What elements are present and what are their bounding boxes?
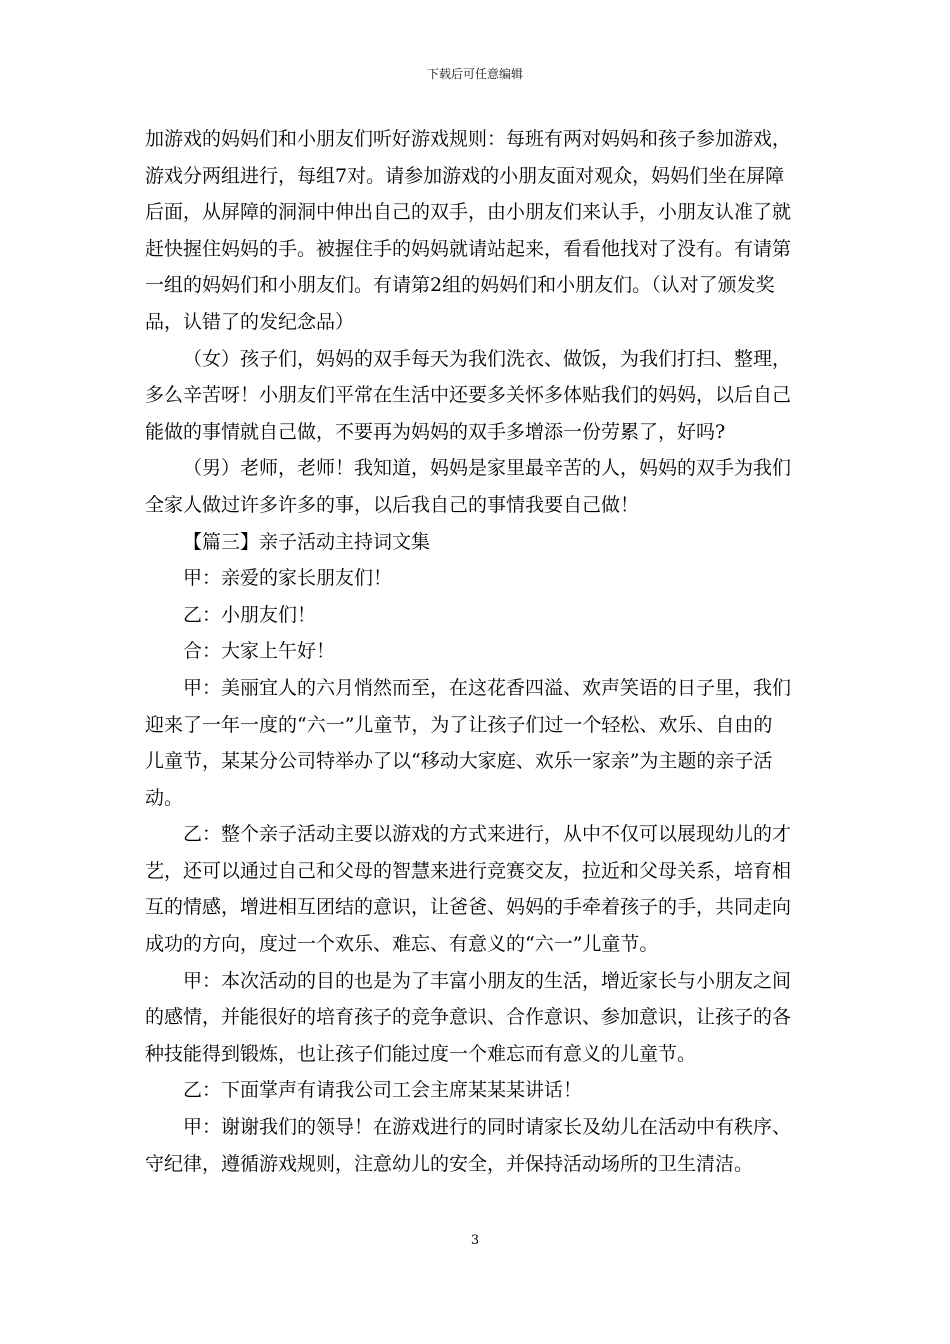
text-line: 甲：美丽宜人的六月悄然而至，在这花香四溢、欢声笑语的日子里，我们 (183, 676, 792, 699)
text-line: 甲：本次活动的目的也是为了丰富小朋友的生活，增近家长与小朋友之间 (183, 969, 792, 992)
text-line: （男）老师，老师！我知道，妈妈是家里最辛苦的人，妈妈的双手为我们 (183, 457, 792, 480)
text-line: 守纪律，遵循游戏规则，注意幼儿的安全，并保持活动场所的卫生清洁。 (145, 1152, 754, 1175)
text-line: 甲：谢谢我们的领导！在游戏进行的同时请家长及幼儿在活动中有秩序、 (183, 1116, 792, 1139)
text-line: 甲：亲爱的家长朋友们！ (183, 567, 393, 590)
text-line: （女）孩子们，妈妈的双手每天为我们洗衣、做饭，为我们打扫、整理， (183, 347, 792, 370)
text-line: 赶快握住妈妈的手。被握住手的妈妈就请站起来，看看他找对了没有。有请第 (145, 237, 792, 260)
text-line: 乙：小朋友们！ (183, 603, 317, 626)
text-line: 游戏分两组进行，每组7对。请参加游戏的小朋友面对观众，妈妈们坐在屏障 (145, 164, 785, 187)
text-line: 合：大家上午好！ (183, 640, 336, 663)
text-line: 全家人做过许多许多的事，以后我自己的事情我要自己做！ (145, 493, 640, 516)
text-line: 品，认错了的发纪念品） (145, 310, 355, 333)
text-line: 乙：下面掌声有请我公司工会主席某某某讲话！ (183, 1079, 583, 1102)
text-line: 艺，还可以通过自己和父母的智慧来进行竞赛交友，拉近和父母关系，培育相 (145, 859, 792, 882)
text-line: 动。 (145, 786, 184, 809)
text-line: 【篇三】亲子活动主持词文集 (183, 530, 431, 553)
document-body (145, 121, 810, 1182)
text-line: 加游戏的妈妈们和小朋友们听好游戏规则：每班有两对妈妈和孩子参加游戏， (145, 128, 792, 150)
text-line: 儿童节，某某分公司特举办了以“移动大家庭、欢乐一家亲”为主题的亲子活 (145, 750, 773, 773)
text-line: 互的情感，增进相互团结的意识，让爸爸、妈妈的手牵着孩子的手，共同走向 (145, 896, 792, 919)
text-line: 种技能得到锻炼，也让孩子们能过度一个难忘而有意义的儿童节。 (145, 1042, 697, 1065)
text-line: 一组的妈妈们和小朋友们。有请第2组的妈妈们和小朋友们。（认对了颁发奖 (145, 274, 775, 297)
page-header: 下载后可任意编辑 (426, 67, 523, 81)
text-line: 多么辛苦呀！小朋友们平常在生活中还要多关怀多体贴我们的妈妈，以后自己 (145, 384, 792, 407)
text-line: 后面，从屏障的洞洞中伸出自己的双手，由小朋友们来认手，小朋友认准了就 (145, 201, 792, 224)
text-line: 的感情，并能很好的培育孩子的竞争意识、合作意识、参加意识，让孩子的各 (145, 1006, 792, 1029)
text-line: 成功的方向，度过一个欢乐、难忘、有意义的“六一”儿童节。 (145, 933, 659, 956)
page-number: 3 (470, 1233, 480, 1248)
text-line: 迎来了一年一度的“六一”儿童节，为了让孩子们过一个轻松、欢乐、自由的 (145, 713, 773, 736)
text-line: 乙：整个亲子活动主要以游戏的方式来进行，从中不仅可以展现幼儿的才 (183, 823, 792, 846)
text-line: 能做的事情就自己做，不要再为妈妈的双手多增添一份劳累了，好吗? (145, 420, 726, 443)
